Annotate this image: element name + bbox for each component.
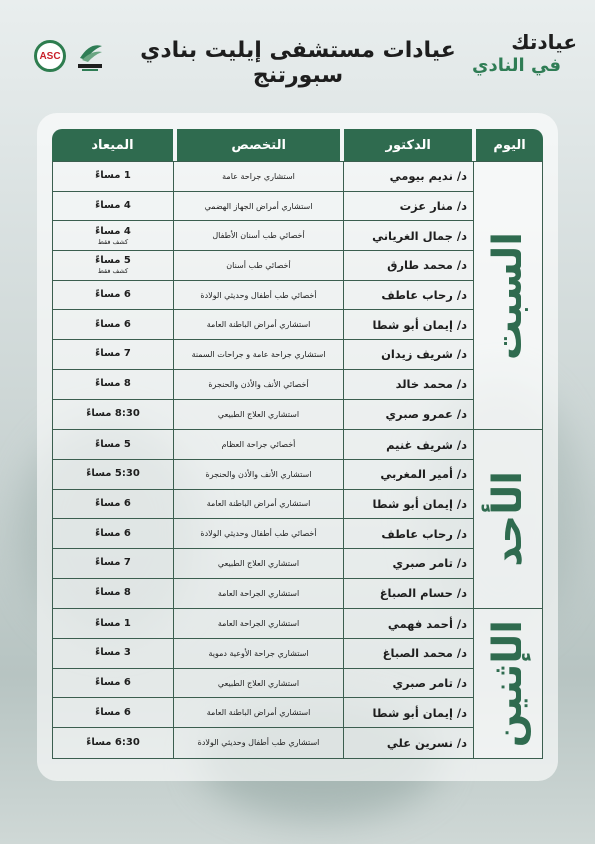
specialty: أخصائي الأنف والأذن والحنجرة	[173, 370, 343, 399]
appointment-time	[53, 609, 173, 638]
table-body	[52, 161, 543, 759]
time-value: 4 مساءً	[95, 225, 131, 237]
specialty: استشاري العلاج الطبيعي	[173, 549, 343, 578]
table-row	[53, 400, 473, 430]
doctor-name: د/ إيمان أبو شطا	[343, 310, 473, 339]
specialty: استشاري الجراحة العامة	[173, 609, 343, 638]
doctor-name: د/ شريف غنيم	[343, 430, 473, 459]
specialty: استشاري جراحة الأوعية دموية	[173, 639, 343, 668]
doctor-name: د/ إيمان أبو شطا	[343, 490, 473, 519]
specialty: استشاري طب أطفال وحديثي الولادة	[173, 728, 343, 758]
doctor-name: د/ جمال الغرياني	[343, 221, 473, 250]
specialty: أخصائي طب أسنان الأطفال	[173, 221, 343, 250]
appointment-time	[53, 519, 173, 548]
table-row	[53, 698, 473, 728]
table-row	[53, 519, 473, 549]
day-label: السبت	[485, 231, 531, 360]
appointment-time	[53, 669, 173, 698]
time-value: 6 مساءً	[95, 318, 131, 330]
day-cell	[473, 430, 542, 608]
day-group	[52, 161, 543, 430]
table-row	[53, 549, 473, 579]
table-header	[52, 129, 543, 161]
table-row	[53, 460, 473, 490]
table-row	[53, 162, 473, 192]
time-note: كشف فقط	[97, 267, 129, 276]
appointment-time	[53, 490, 173, 519]
doctor-name: د/ محمد خالد	[343, 370, 473, 399]
time-value: 7 مساءً	[95, 557, 131, 569]
specialty: أخصائي طب أطفال وحديثي الولادة	[173, 281, 343, 310]
appointment-time	[53, 192, 173, 221]
time-value: 6 مساءً	[95, 706, 131, 718]
appointment-time	[53, 728, 173, 758]
header-specialty: التخصص	[177, 129, 340, 161]
appointment-time	[53, 430, 173, 459]
table-row	[53, 490, 473, 520]
asc-logo-text: ASC	[39, 50, 61, 62]
time-note: كشف فقط	[97, 237, 129, 246]
time-value: 8 مساءً	[95, 587, 131, 599]
appointment-time	[53, 221, 173, 250]
table-row	[53, 609, 473, 639]
elite-hospital-logo	[72, 38, 108, 74]
time-value: 4 مساءً	[95, 200, 131, 212]
doctor-name: د/ إيمان أبو شطا	[343, 698, 473, 727]
table-row	[53, 639, 473, 669]
table-row	[53, 579, 473, 609]
appointment-time	[53, 281, 173, 310]
time-value: 6 مساءً	[95, 289, 131, 301]
time-value: 5 مساءً	[95, 255, 131, 267]
time-value: 8:30 مساءً	[86, 408, 140, 420]
time-value: 5:30 مساءً	[86, 468, 140, 480]
specialty: استشاري أمراض الباطنة العامة	[173, 490, 343, 519]
brand-line2: في النادي	[471, 55, 561, 76]
specialty: أخصائي طب أطفال وحديثي الولادة	[173, 519, 343, 548]
doctor-name: د/ نسرين علي	[343, 728, 473, 758]
rows	[53, 609, 473, 757]
specialty: استشاري أمراض الباطنة العامة	[173, 698, 343, 727]
table-row	[53, 370, 473, 400]
doctor-name: د/ تامر صبري	[343, 549, 473, 578]
day-cell	[473, 609, 542, 757]
doctor-name: د/ محمد طارق	[343, 251, 473, 280]
appointment-time	[53, 549, 173, 578]
asc-logo	[34, 40, 66, 72]
doctor-name: د/ شريف زيدان	[343, 340, 473, 369]
specialty: استشاري الجراحة العامة	[173, 579, 343, 609]
specialty: استشاري أمراض الباطنة العامة	[173, 310, 343, 339]
brand-line1: عيادتك	[511, 30, 577, 54]
doctor-name: د/ رحاب عاطف	[343, 519, 473, 548]
table-row	[53, 192, 473, 222]
rows	[53, 430, 473, 608]
doctor-name: د/ نديم بيومي	[343, 162, 473, 191]
appointment-time	[53, 698, 173, 727]
time-value: 7 مساءً	[95, 348, 131, 360]
table-row	[53, 310, 473, 340]
time-value: 6 مساءً	[95, 527, 131, 539]
appointment-time	[53, 639, 173, 668]
appointment-time	[53, 310, 173, 339]
header	[0, 0, 595, 100]
appointment-time	[53, 251, 173, 280]
specialty: استشاري جراحة عامة	[173, 162, 343, 191]
doctor-name: د/ منار عزت	[343, 192, 473, 221]
specialty: استشاري العلاج الطبيعي	[173, 400, 343, 430]
time-value: 6:30 مساءً	[86, 736, 140, 748]
doctor-name: د/ أمير المغربي	[343, 460, 473, 489]
header-time: الميعاد	[52, 129, 173, 161]
table-row	[53, 221, 473, 251]
specialty: استشاري أمراض الجهاز الهضمي	[173, 192, 343, 221]
time-value: 8 مساءً	[95, 378, 131, 390]
time-value: 6 مساءً	[95, 677, 131, 689]
doctor-name: د/ أحمد فهمي	[343, 609, 473, 638]
appointment-time	[53, 340, 173, 369]
specialty: أخصائي طب أسنان	[173, 251, 343, 280]
brand-logo	[467, 30, 577, 85]
appointment-time	[53, 162, 173, 191]
rows	[53, 162, 473, 429]
time-value: 1 مساءً	[95, 170, 131, 182]
schedule-table	[52, 129, 543, 759]
appointment-time	[53, 579, 173, 609]
doctor-name: د/ عمرو صبري	[343, 400, 473, 430]
table-row	[53, 728, 473, 758]
appointment-time	[53, 460, 173, 489]
specialty: أخصائي جراحة العظام	[173, 430, 343, 459]
specialty: استشاري الأنف والأذن والحنجرة	[173, 460, 343, 489]
appointment-time	[53, 370, 173, 399]
time-value: 3 مساءً	[95, 647, 131, 659]
page-title: عيادات مستشفى إيليت بنادي سبورتنج	[140, 38, 456, 88]
time-value: 5 مساءً	[95, 438, 131, 450]
doctor-name: د/ رحاب عاطف	[343, 281, 473, 310]
doctor-name: د/ حسام الصباغ	[343, 579, 473, 609]
table-row	[53, 340, 473, 370]
time-value: 1 مساءً	[95, 617, 131, 629]
header-day: اليوم	[476, 129, 543, 161]
day-label: الأحد	[485, 471, 531, 568]
table-row	[53, 281, 473, 311]
day-group	[52, 430, 543, 609]
header-doctor: الدكتور	[344, 129, 472, 161]
day-group	[52, 609, 543, 758]
table-row	[53, 669, 473, 699]
appointment-time	[53, 400, 173, 430]
day-label: الإثنين	[485, 619, 531, 748]
table-row	[53, 430, 473, 460]
time-value: 6 مساءً	[95, 497, 131, 509]
table-row	[53, 251, 473, 281]
day-cell	[473, 162, 542, 429]
doctor-name: د/ محمد الصباغ	[343, 639, 473, 668]
doctor-name: د/ تامر صبري	[343, 669, 473, 698]
specialty: استشاري العلاج الطبيعي	[173, 669, 343, 698]
specialty: استشاري جراحة عامة و جراحات السمنة	[173, 340, 343, 369]
